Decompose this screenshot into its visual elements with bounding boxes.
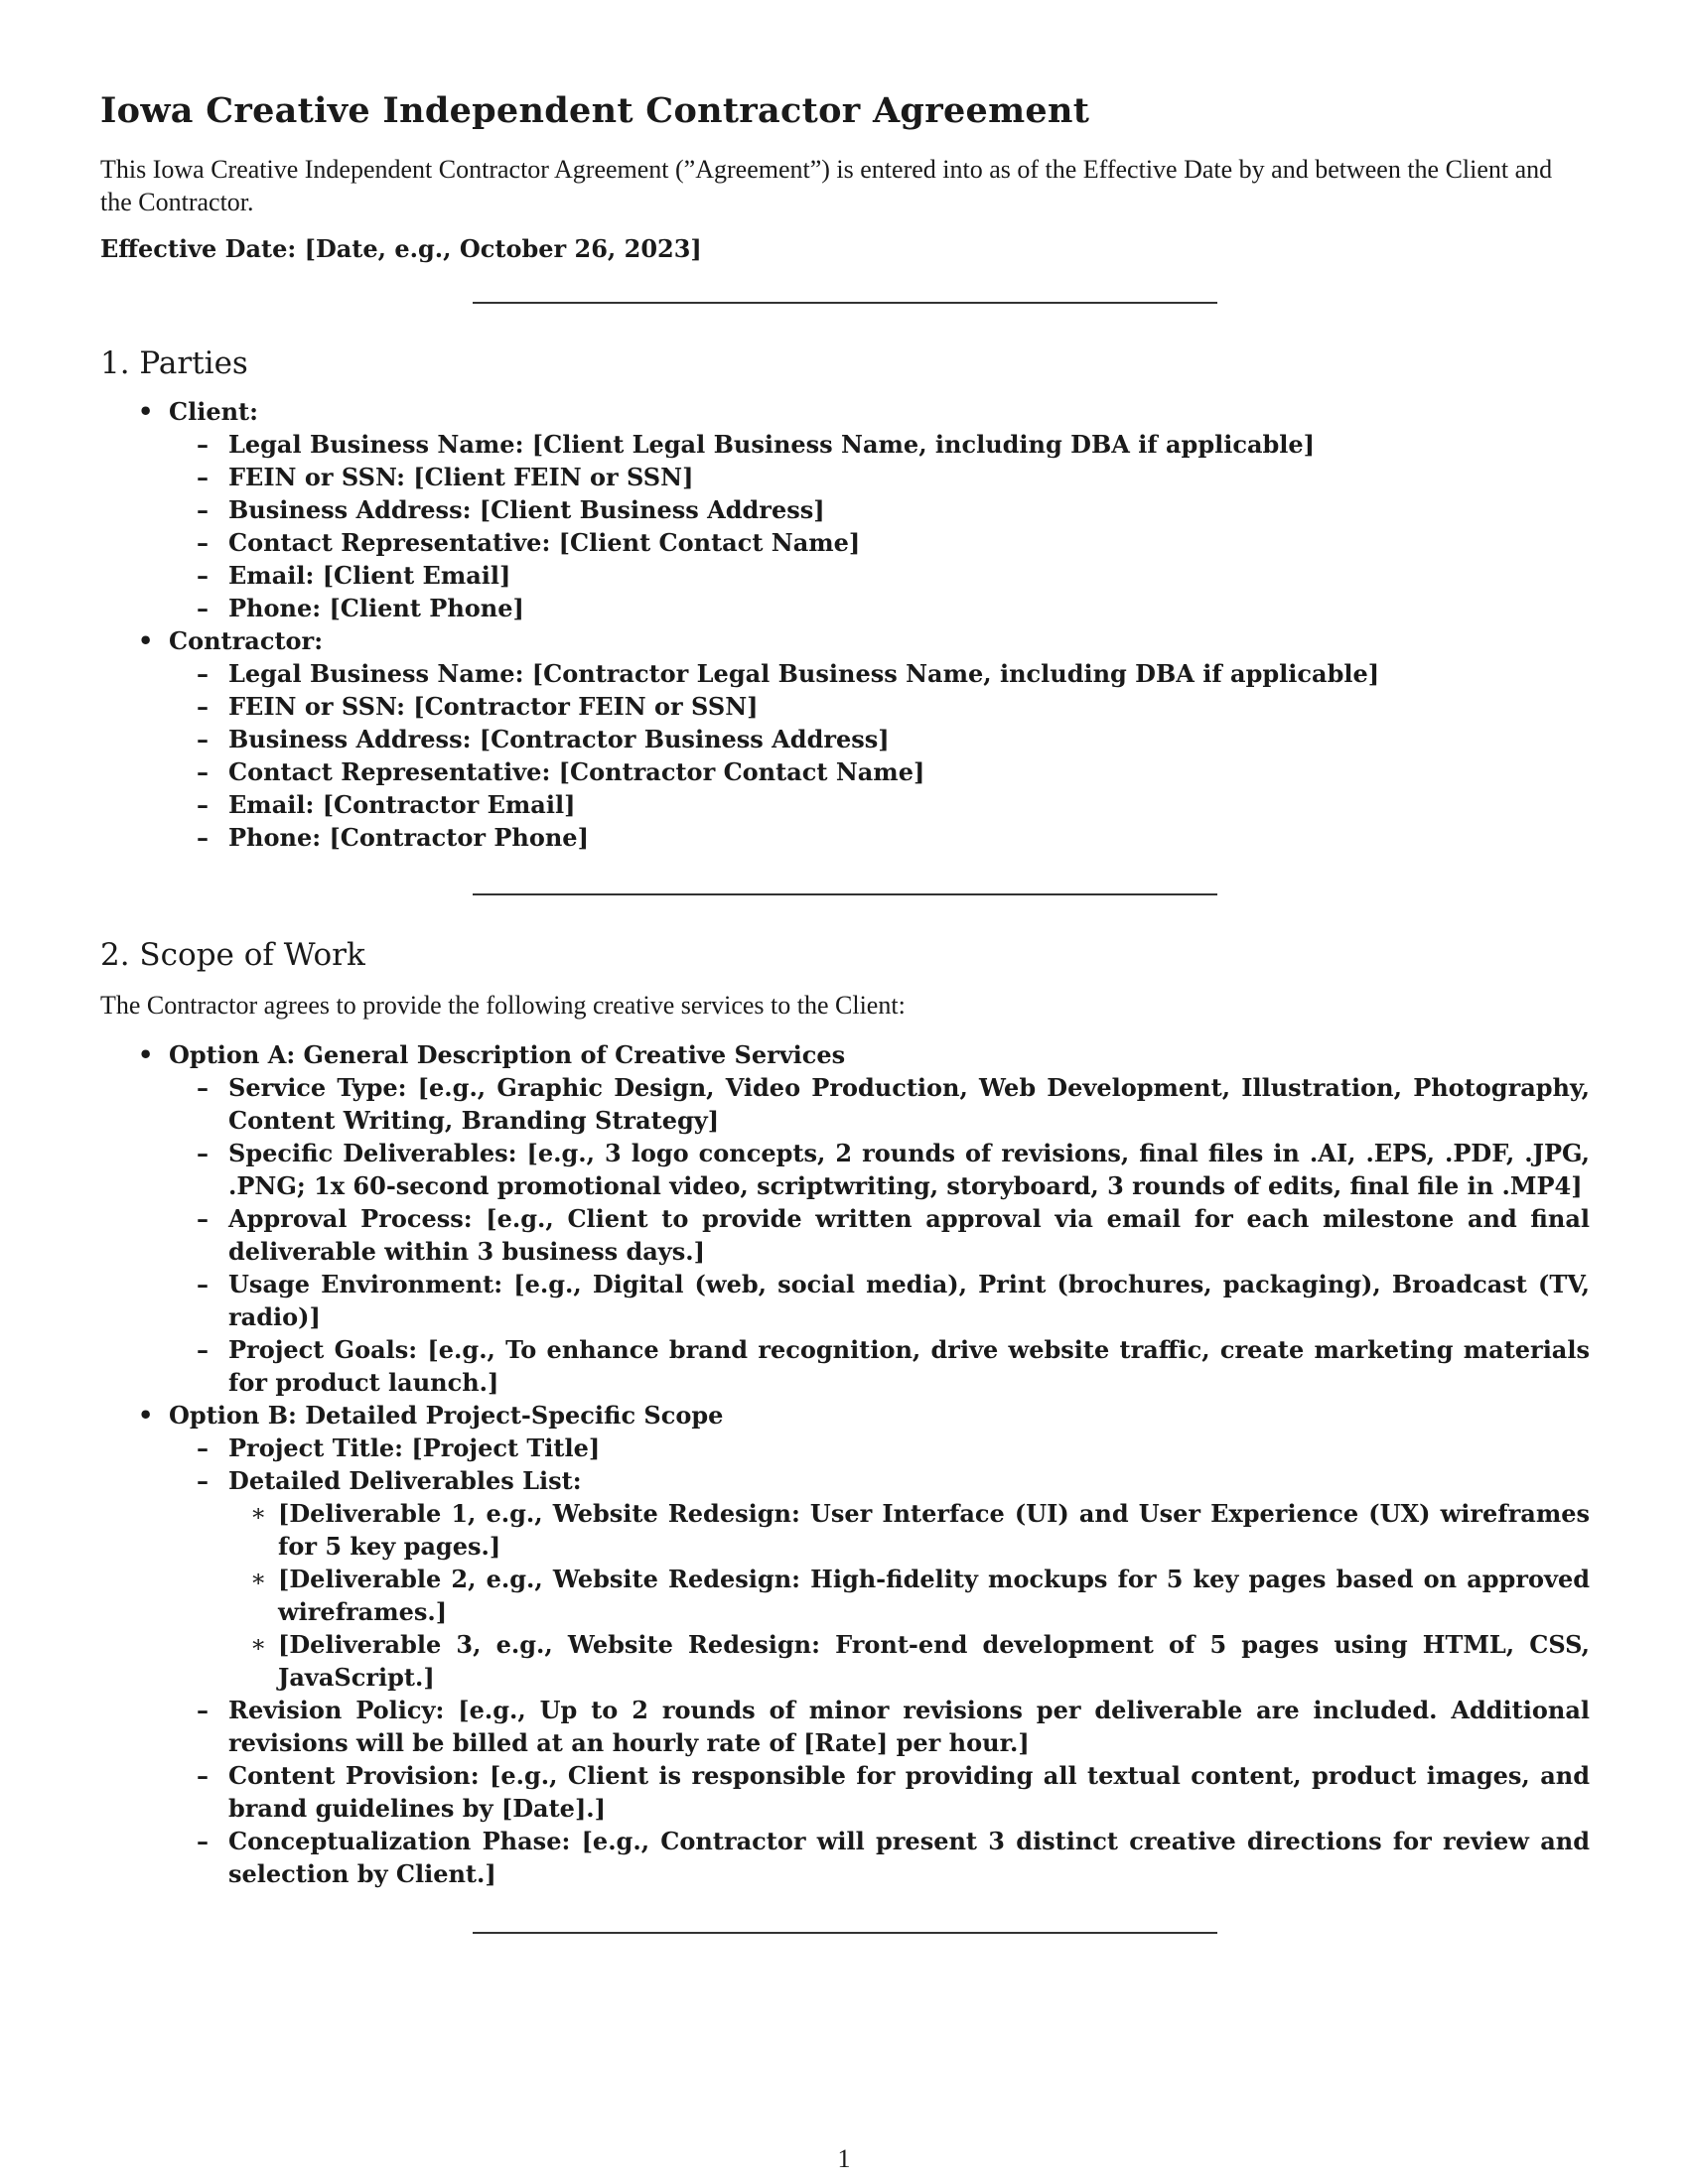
- section-divider: [473, 302, 1217, 304]
- asterisk-icon: ∗: [250, 1565, 267, 1592]
- list-item: [169, 1137, 1590, 1202]
- dash-icon: –: [197, 1139, 209, 1167]
- asterisk-icon: ∗: [250, 1630, 267, 1658]
- client-detail: Phone: [Client Phone]: [228, 594, 524, 622]
- dash-icon: –: [197, 1204, 209, 1233]
- list-item: [169, 592, 1590, 624]
- list-item: [169, 559, 1590, 592]
- list-item: [169, 657, 1590, 690]
- option-b-item: Content Provision: [e.g., Client is responsible for providing all textual content, product images, and brand guidelines by [Date].]: [228, 1761, 1590, 1823]
- option-a-item: Service Type: [e.g., Graphic Design, Video Production, Web Development, Illustration, Photography, Content Writing, Branding Strategy]: [228, 1073, 1590, 1135]
- dash-icon: –: [197, 790, 209, 819]
- document-title: Iowa Creative Independent Contractor Agreement: [100, 90, 1090, 131]
- dash-icon: –: [197, 1335, 209, 1364]
- dash-icon: –: [197, 823, 209, 852]
- section-heading-parties: 1. Parties: [100, 345, 248, 381]
- client-label: Client:: [169, 397, 258, 426]
- list-item: [228, 1563, 1590, 1628]
- list-item-contractor: [100, 624, 1590, 854]
- asterisk-icon: ∗: [250, 1499, 267, 1527]
- project-title-item: Project Title: [Project Title]: [228, 1433, 601, 1462]
- contractor-detail: Phone: [Contractor Phone]: [228, 823, 589, 852]
- list-item: [169, 1825, 1590, 1890]
- list-item: [169, 821, 1590, 854]
- dash-icon: –: [197, 1696, 209, 1724]
- bullet-icon: •: [138, 1401, 154, 1430]
- list-item: [169, 428, 1590, 461]
- deliverables-label: Detailed Deliverables List:: [228, 1466, 582, 1495]
- option-a-list: [169, 1071, 1590, 1399]
- contractor-detail: Contact Representative: [Contractor Contact Name]: [228, 757, 925, 786]
- option-b-list: [169, 1432, 1590, 1890]
- contractor-details-list: [169, 657, 1590, 854]
- list-item: [169, 1464, 1590, 1694]
- dash-icon: –: [197, 1433, 209, 1462]
- dash-icon: –: [197, 757, 209, 786]
- section-divider: [473, 1932, 1217, 1934]
- contractor-detail: Email: [Contractor Email]: [228, 790, 576, 819]
- section-heading-scope: 2. Scope of Work: [100, 937, 365, 973]
- list-item: [169, 755, 1590, 788]
- list-item: [228, 1497, 1590, 1563]
- list-item: [169, 1432, 1590, 1464]
- dash-icon: –: [197, 692, 209, 721]
- contractor-detail: Business Address: [Contractor Business Address]: [228, 725, 890, 753]
- page-number: 1: [837, 2144, 851, 2173]
- list-item-client: [100, 395, 1590, 624]
- list-item-option-a: [100, 1038, 1590, 1399]
- list-item: [169, 1759, 1590, 1825]
- option-a-label: Option A: General Description of Creative Services: [169, 1040, 846, 1069]
- effective-date: Effective Date: [Date, e.g., October 26, 2023]: [100, 234, 702, 263]
- dash-icon: –: [197, 561, 209, 590]
- dash-icon: –: [197, 1827, 209, 1855]
- deliverable-item: [Deliverable 2, e.g., Website Redesign: High-fidelity mockups for 5 key pages based on approved wireframes.]: [278, 1565, 1590, 1626]
- client-detail: Business Address: [Client Business Address]: [228, 495, 825, 524]
- list-item: [169, 1268, 1590, 1333]
- contractor-detail: Legal Business Name: [Contractor Legal Business Name, including DBA if applicable]: [228, 659, 1380, 688]
- scope-intro: The Contractor agrees to provide the following creative services to the Client:: [100, 991, 906, 1020]
- option-b-item: Conceptualization Phase: [e.g., Contractor will present 3 distinct creative directions for review and selection by Client.]: [228, 1827, 1590, 1888]
- document-page: [100, 87, 1590, 1934]
- list-item: [169, 1694, 1590, 1759]
- bullet-icon: •: [138, 1040, 154, 1069]
- list-item: [169, 1333, 1590, 1399]
- deliverable-item: [Deliverable 1, e.g., Website Redesign: User Interface (UI) and User Experience (UX) wireframes for 5 key pages.]: [278, 1499, 1590, 1561]
- bullet-icon: •: [138, 397, 154, 426]
- list-item: [169, 526, 1590, 559]
- parties-list: [100, 395, 1590, 854]
- deliverables-list: [228, 1497, 1590, 1694]
- client-details-list: [169, 428, 1590, 624]
- dash-icon: –: [197, 463, 209, 491]
- dash-icon: –: [197, 1466, 209, 1495]
- dash-icon: –: [197, 659, 209, 688]
- list-item: [169, 461, 1590, 493]
- client-detail: Legal Business Name: [Client Legal Business Name, including DBA if applicable]: [228, 430, 1316, 459]
- list-item: [169, 690, 1590, 723]
- scope-options-list: [100, 1038, 1590, 1890]
- list-item: [169, 493, 1590, 526]
- option-a-item: Project Goals: [e.g., To enhance brand recognition, drive website traffic, create marketing materials for product launch.]: [228, 1335, 1590, 1397]
- list-item: [169, 1202, 1590, 1268]
- list-item: [169, 1071, 1590, 1137]
- dash-icon: –: [197, 495, 209, 524]
- dash-icon: –: [197, 1073, 209, 1102]
- option-a-item: Usage Environment: [e.g., Digital (web, social media), Print (brochures, packaging), Broadcast (TV, radio)]: [228, 1270, 1590, 1331]
- option-a-item: Approval Process: [e.g., Client to provide written approval via email for each milestone and final deliverable within 3 business days.]: [228, 1204, 1590, 1266]
- intro-paragraph: This Iowa Creative Independent Contractor Agreement (”Agreement”) is entered into as of the Effective Date by and between the Client and the Contractor.: [100, 155, 1553, 216]
- dash-icon: –: [197, 528, 209, 557]
- client-detail: Email: [Client Email]: [228, 561, 511, 590]
- list-item: [169, 723, 1590, 755]
- deliverable-item: [Deliverable 3, e.g., Website Redesign: Front-end development of 5 pages using HTML, CSS, JavaScript.]: [278, 1630, 1590, 1692]
- option-b-item: Revision Policy: [e.g., Up to 2 rounds of minor revisions per deliverable are included. Additional revisions will be billed at an hourly rate of [Rate] per hour.]: [228, 1696, 1590, 1757]
- bullet-icon: •: [138, 626, 154, 655]
- contractor-label: Contractor:: [169, 626, 324, 655]
- list-item-option-b: [100, 1399, 1590, 1890]
- dash-icon: –: [197, 1270, 209, 1298]
- dash-icon: –: [197, 725, 209, 753]
- list-item: [228, 1628, 1590, 1694]
- list-item: [169, 788, 1590, 821]
- option-b-label: Option B: Detailed Project-Specific Scope: [169, 1401, 724, 1430]
- contractor-detail: FEIN or SSN: [Contractor FEIN or SSN]: [228, 692, 759, 721]
- client-detail: Contact Representative: [Client Contact Name]: [228, 528, 861, 557]
- dash-icon: –: [197, 1761, 209, 1790]
- option-a-item: Specific Deliverables: [e.g., 3 logo concepts, 2 rounds of revisions, final files in .AI, .EPS, .PDF, .JPG, .PNG; 1x 60-second promotional video, scriptwriting, storyboard, 3 rounds of edits, final file in .MP4]: [228, 1139, 1590, 1200]
- dash-icon: –: [197, 594, 209, 622]
- client-detail: FEIN or SSN: [Client FEIN or SSN]: [228, 463, 694, 491]
- dash-icon: –: [197, 430, 209, 459]
- section-divider: [473, 893, 1217, 895]
